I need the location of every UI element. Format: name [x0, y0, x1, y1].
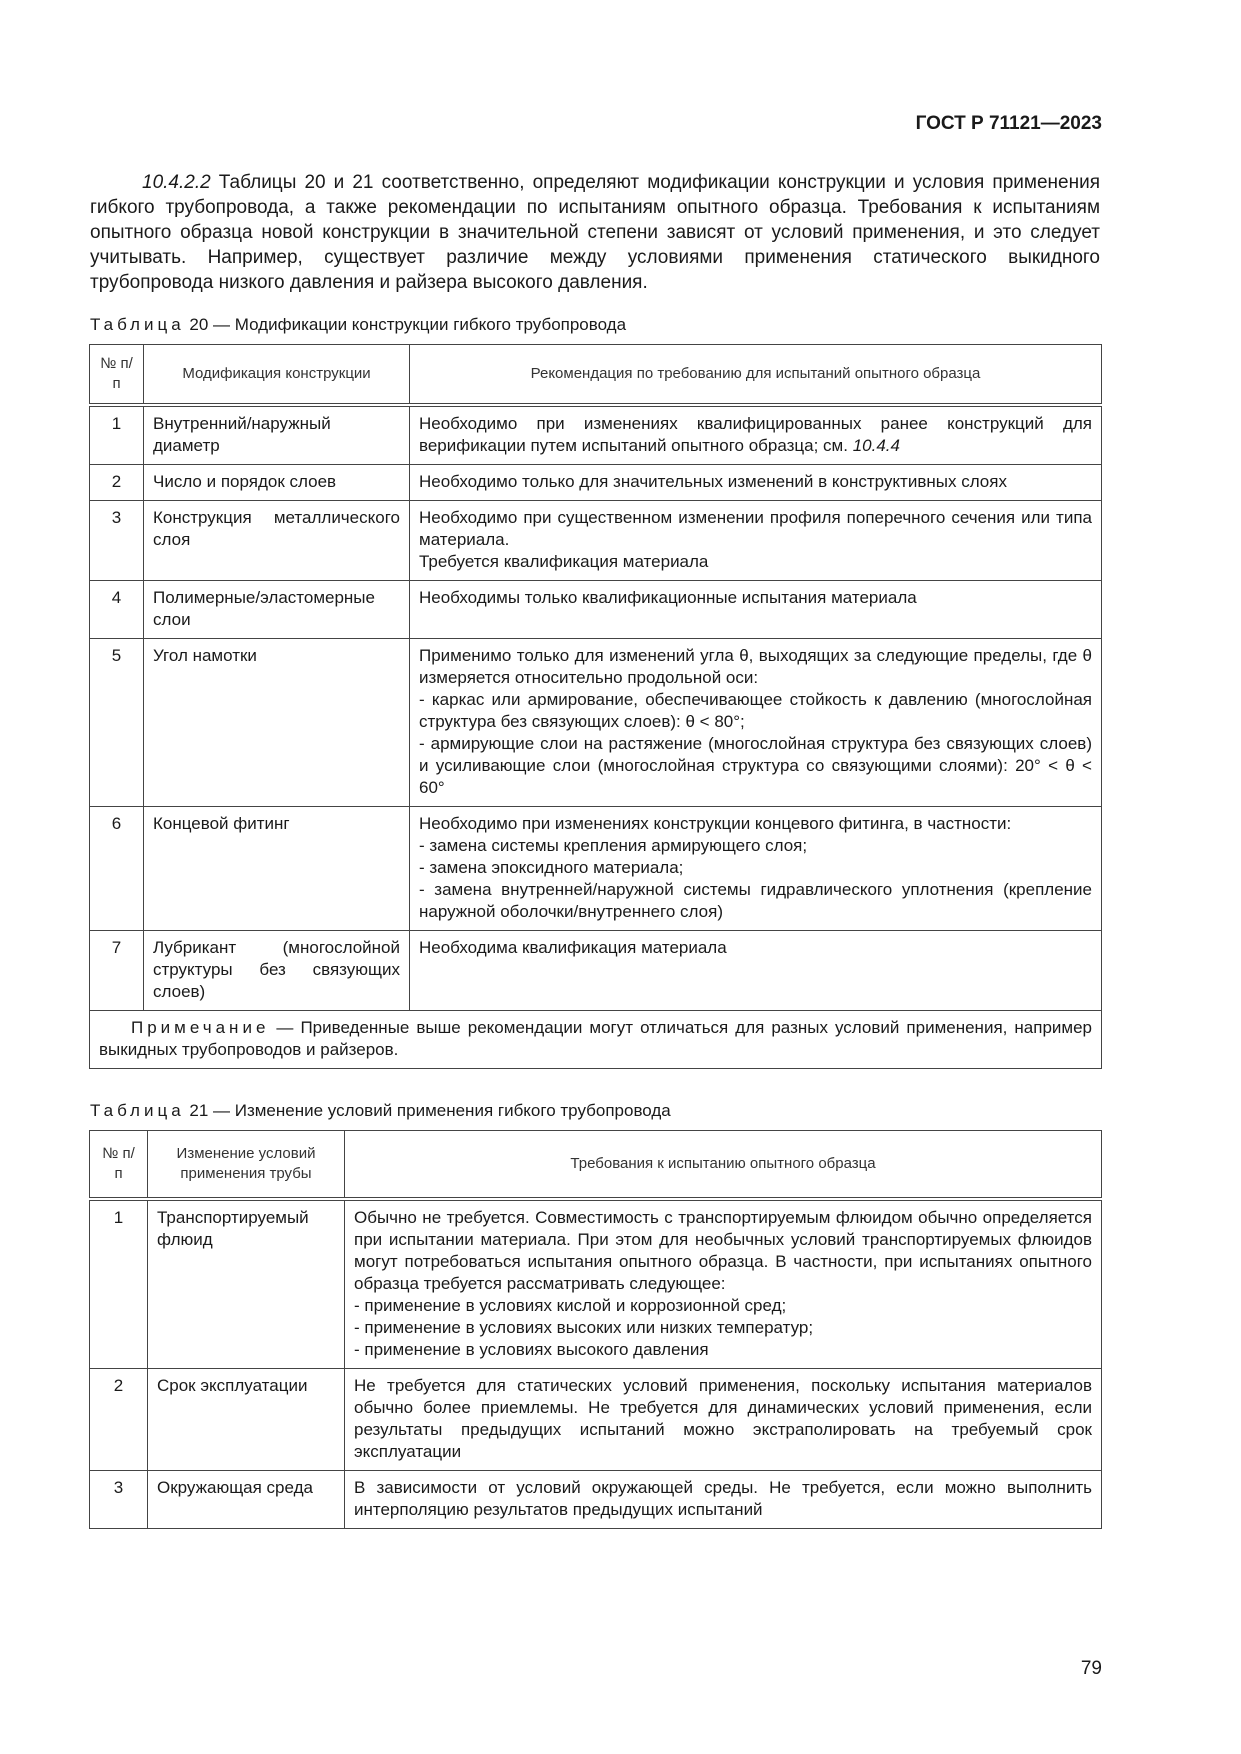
section-reference: 10.4.4: [852, 436, 900, 455]
column-header-recommendation: Рекомендация по требованию для испытаний опытного образца: [410, 345, 1102, 406]
column-header-condition: Изменение условий применения трубы: [148, 1131, 345, 1200]
document-code: ГОСТ Р 71121—2023: [915, 113, 1102, 134]
recommendation-cell: Необходимо только для значительных изменений в конструктивных слоях: [410, 465, 1102, 501]
table-20-caption-lead: Таблица: [90, 315, 185, 334]
table-row: [90, 501, 1102, 581]
row-number: 2: [90, 465, 144, 501]
recommendation-line: Необходимо при изменениях квалифицированных ранее конструкций для верификации путем испытаний опытного образца; см.: [419, 414, 1092, 455]
clause-reference: 10.4.2.2: [142, 172, 211, 193]
recommendation-line: Необходимо при существенном изменении профиля поперечного сечения или типа материала.: [419, 508, 1092, 549]
recommendation-line: Требуется квалификация материала: [419, 552, 709, 571]
row-number: 3: [90, 501, 144, 581]
recommendation-line: - армирующие слои на растяжение (многослойная структура без связующих слоев) и усиливающие слои (многослойная структура со связующими слоями): 20° < θ < 60°: [419, 734, 1092, 797]
recommendation-cell: [410, 639, 1102, 807]
column-header-number: № п/п: [90, 1131, 148, 1200]
recommendation-cell: [410, 501, 1102, 581]
recommendation-line: - замена эпоксидного материала;: [419, 858, 684, 877]
recommendation-line: - замена системы крепления армирующего слоя;: [419, 836, 808, 855]
requirement-line: - применение в условиях высокого давления: [354, 1340, 709, 1359]
recommendation-line: - каркас или армирование, обеспечивающее стойкость к давлению (многослойная структура без связующих слоев): θ < 80°;: [419, 690, 1092, 731]
modification-cell: Лубрикант (многослойной структуры без связующих слоев): [144, 931, 410, 1011]
table-row: [90, 581, 1102, 639]
table-note-row: [90, 1011, 1102, 1069]
intro-paragraph: [90, 170, 1100, 295]
note-lead: Примечание: [131, 1018, 270, 1037]
table-row: [90, 405, 1102, 465]
condition-cell: Срок эксплуатации: [148, 1369, 345, 1471]
table-row: [90, 1199, 1102, 1369]
recommendation-line: - замена внутренней/наружной системы гидравлического уплотнения (крепление наружной оболочки/внутреннего слоя): [419, 880, 1092, 921]
column-header-requirements: Требования к испытанию опытного образца: [345, 1131, 1102, 1200]
row-number: 7: [90, 931, 144, 1011]
table-row: [90, 1369, 1102, 1471]
requirements-cell: [345, 1199, 1102, 1369]
row-number: 2: [90, 1369, 148, 1471]
page-number: 79: [1080, 1658, 1102, 1679]
table-row: [90, 931, 1102, 1011]
row-number: 6: [90, 807, 144, 931]
modification-cell: Концевой фитинг: [144, 807, 410, 931]
requirement-line: - применение в условиях кислой и коррозионной сред;: [354, 1296, 787, 1315]
note-text: — Приведенные выше рекомендации могут отличаться для разных условий применения, например выкидных трубопроводов и райзеров.: [99, 1018, 1092, 1059]
table-20-caption: [90, 315, 626, 335]
recommendation-cell: [410, 405, 1102, 465]
row-number: 3: [90, 1471, 148, 1529]
modification-cell: Число и порядок слоев: [144, 465, 410, 501]
table-20-caption-text: 20 — Модификации конструкции гибкого трубопровода: [184, 315, 627, 334]
requirements-cell: В зависимости от условий окружающей среды. Не требуется, если можно выполнить интерполяцию результатов предыдущих испытаний: [345, 1471, 1102, 1529]
requirement-line: - применение в условиях высоких или низких температур;: [354, 1318, 814, 1337]
requirements-cell: Не требуется для статических условий применения, поскольку испытания материалов обычно более приемлемы. Не требуется для динамических условий применения, если результаты предыдущих испытаний можно экстраполировать на требуемый срок эксплуатации: [345, 1369, 1102, 1471]
recommendation-cell: [410, 807, 1102, 931]
modification-cell: Угол намотки: [144, 639, 410, 807]
row-number: 1: [90, 405, 144, 465]
table-21: [89, 1130, 1102, 1529]
row-number: 4: [90, 581, 144, 639]
recommendation-cell: Необходимы только квалификационные испытания материала: [410, 581, 1102, 639]
recommendation-line: Необходимо при изменениях конструкции концевого фитинга, в частности:: [419, 814, 1012, 833]
table-21-caption-text: 21 — Изменение условий применения гибкого трубопровода: [184, 1101, 671, 1120]
table-20-header-row: [90, 345, 1102, 406]
modification-cell: Конструкция металлического слоя: [144, 501, 410, 581]
condition-cell: Транспортируемый флюид: [148, 1199, 345, 1369]
table-note: [90, 1011, 1102, 1069]
condition-cell: Окружающая среда: [148, 1471, 345, 1529]
recommendation-cell: Необходима квалификация материала: [410, 931, 1102, 1011]
table-21-caption: [90, 1101, 671, 1121]
column-header-number: № п/п: [90, 345, 144, 406]
table-21-header-row: [90, 1131, 1102, 1200]
modification-cell: Полимерные/эластомерные слои: [144, 581, 410, 639]
table-20: [89, 344, 1102, 1069]
intro-text: Таблицы 20 и 21 соответственно, определяют модификации конструкции и условия применения гибкого трубопровода, а также рекомендации по испытаниям опытного образца. Требования к испытаниям опытного образца новой конструкции в значительной степени зависят от условий применения, и это следует учитывать. Например, существует различие между условиями применения статического выкидного трубопровода низкого давления и райзера высокого давления.: [90, 172, 1100, 293]
table-row: [90, 639, 1102, 807]
table-row: [90, 807, 1102, 931]
modification-cell: Внутренний/наружный диаметр: [144, 405, 410, 465]
column-header-modification: Модификация конструкции: [144, 345, 410, 406]
requirement-line: Обычно не требуется. Совместимость с транспортируемым флюидом обычно определяется при испытании материала. При этом для необычных условий транспортируемых флюидов могут потребоваться испытания опытного образца. В частности, при испытаниях опытного образца требуется рассматривать следующее:: [354, 1208, 1092, 1293]
table-row: [90, 465, 1102, 501]
table-21-caption-lead: Таблица: [90, 1101, 185, 1120]
row-number: 5: [90, 639, 144, 807]
row-number: 1: [90, 1199, 148, 1369]
table-row: [90, 1471, 1102, 1529]
recommendation-line: Применимо только для изменений угла θ, выходящих за следующие пределы, где θ измеряется относительно продольной оси:: [419, 646, 1092, 687]
